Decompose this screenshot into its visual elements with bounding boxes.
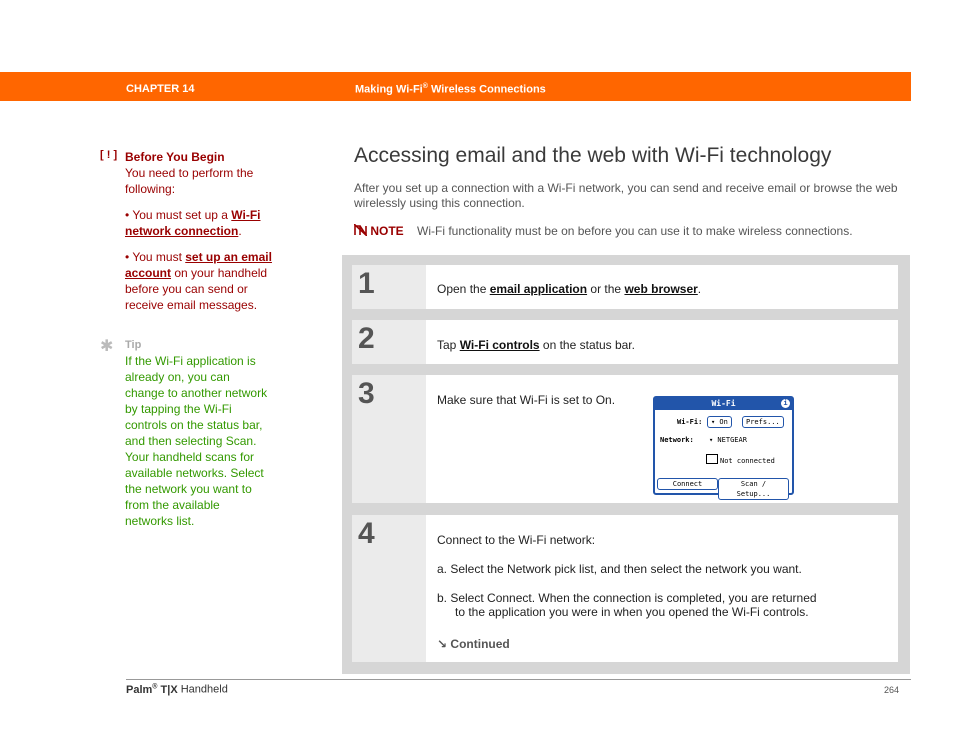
connection-status: Not connected [706, 454, 775, 465]
step-text: Connect to the Wi-Fi network: [437, 533, 596, 547]
web-browser-link[interactable]: web browser [624, 282, 698, 296]
page-title: Accessing email and the web with Wi-Fi technology [354, 144, 832, 167]
tip-text: If the Wi-Fi application is already on, you can change to another network by tapping the Wi-Fi controls on the status bar, and then selecting Scan. Your handheld scans for available networks. Select the network you want to from the available networks list. [125, 354, 268, 528]
footer-divider [126, 679, 911, 680]
step-number: 1 [358, 267, 375, 300]
chapter-title: Making Wi-Fi® Wireless Connections [355, 83, 546, 96]
connect-button: Connect [657, 478, 718, 490]
network-label: Network: [660, 436, 694, 444]
prereq-bullet-email: • You must set up an email account on your handheld before you can send or receive email messages. [125, 250, 272, 312]
step-1 [352, 265, 898, 309]
step-substep-a: a. Select the Network pick list, and then select the network you want. [437, 562, 802, 576]
note [354, 224, 853, 238]
signal-icon [706, 454, 718, 464]
step-3 [352, 375, 898, 503]
scan-setup-button: Scan / Setup... [718, 478, 789, 500]
step-2 [352, 320, 898, 364]
tip-icon: ✱ [100, 338, 114, 355]
note-text: Wi-Fi functionality must be on before you can use it to make wireless connections. [417, 224, 853, 238]
dialog-title: Wi-Fi i [655, 398, 792, 410]
step-substep-b-cont: to the application you were in when you opened the Wi-Fi controls. [455, 605, 809, 619]
wifi-state-picker: ▾ On [707, 416, 732, 428]
wifi-network-connection-link[interactable]: Wi-Fi network connection [125, 208, 261, 238]
prereq-bullet-network: • You must set up a Wi-Fi network connection. [125, 208, 261, 238]
before-you-begin [125, 149, 275, 313]
continued-indicator[interactable]: ↘ Continued [437, 637, 510, 651]
wifi-dialog-screenshot [653, 396, 794, 498]
prefs-button: Prefs... [742, 416, 784, 428]
tip-heading: Tip [125, 339, 142, 351]
step-number: 2 [358, 322, 375, 355]
chapter-label: CHAPTER 14 [126, 83, 195, 95]
step-text: Tap Wi-Fi controls on the status bar. [437, 338, 635, 352]
intro-paragraph: After you set up a connection with a Wi-Fi network, you can send and receive email or browse the web wirelessly using this connection. [354, 181, 898, 210]
network-picker: ▾ NETGEAR [709, 436, 747, 444]
arrow-down-right-icon: ↘ [437, 637, 448, 651]
page-number: 264 [884, 685, 900, 695]
wifi-label: Wi-Fi: [677, 418, 703, 426]
footer-product: Palm® T|X Handheld [126, 683, 228, 696]
wifi-controls-link[interactable]: Wi-Fi controls [459, 338, 540, 352]
warning-icon: [ ! ] [100, 149, 118, 161]
tip-block [125, 337, 270, 529]
email-application-link[interactable]: email application [489, 282, 588, 296]
step-text: Open the email application or the web browser. [437, 282, 702, 296]
step-number: 4 [358, 517, 375, 550]
before-you-begin-text: You need to perform the following: [125, 166, 254, 196]
step-4 [352, 515, 898, 662]
info-icon: i [781, 399, 790, 408]
set-up-email-account-link[interactable]: set up an email account [125, 250, 272, 280]
before-you-begin-heading: Before You Begin [125, 150, 225, 164]
note-label: NOTE [370, 224, 404, 238]
step-substep-b: b. Select Connect. When the connection is completed, you are returned [437, 591, 817, 605]
step-text: Make sure that Wi-Fi is set to On. [437, 393, 616, 407]
step-number: 3 [358, 377, 375, 410]
note-icon [354, 224, 370, 238]
